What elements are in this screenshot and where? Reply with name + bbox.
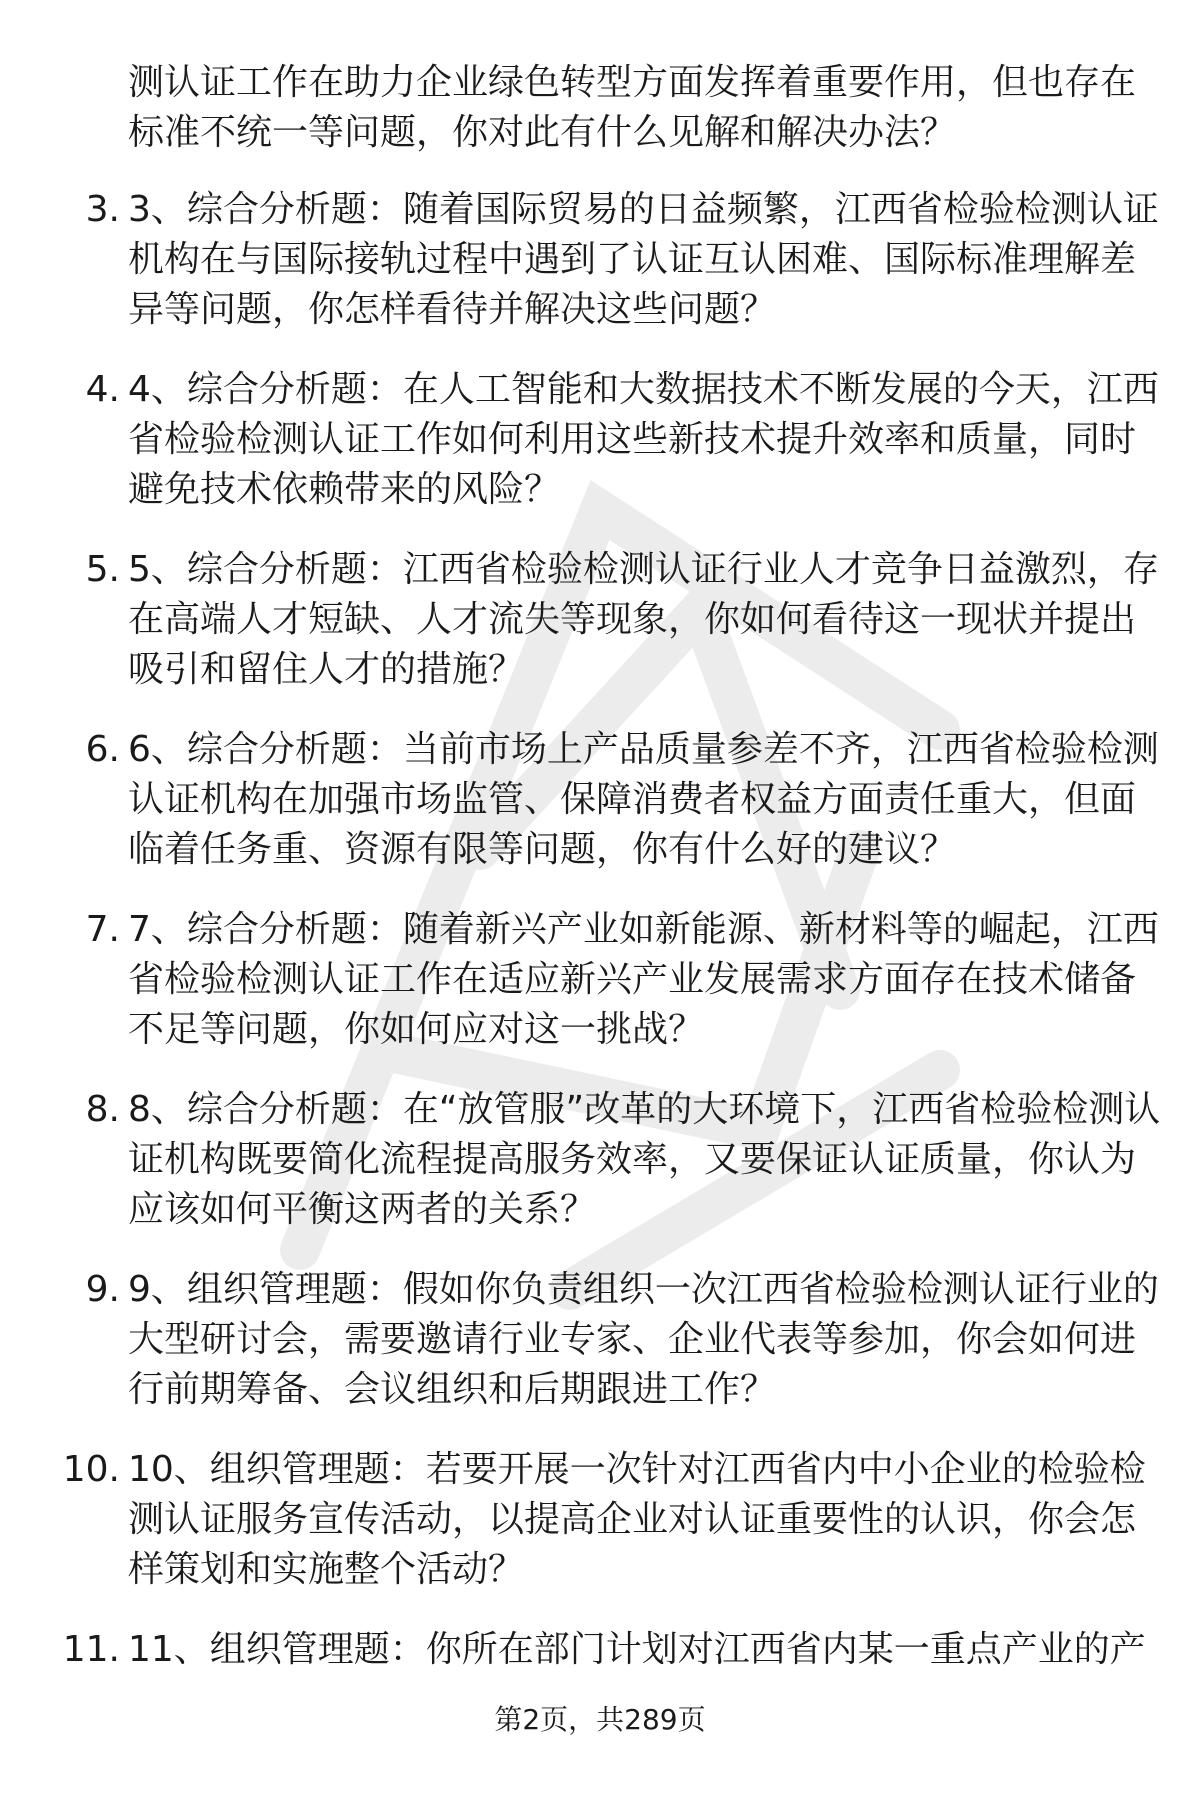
question-text: 4、综合分析题：在人工智能和大数据技术不断发展的今天，江西省检验检测认证工作如何利用这些新技术提升效率和质量，同时避免技术依赖带来的风险？	[128, 369, 1159, 510]
question-text: 10、组织管理题：若要开展一次针对江西省内中小企业的检验检测认证服务宣传活动，以提高企业对认证重要性的认识，你会怎样策划和实施整个活动？	[128, 1449, 1146, 1590]
question-number: 9.	[85, 1269, 120, 1310]
question-item-5	[0, 545, 1200, 725]
question-text: 11、组织管理题：你所在部门计划对江西省内某一重点产业的产	[128, 1629, 1146, 1670]
question-item-8	[0, 1085, 1200, 1265]
question-item-10	[0, 1445, 1200, 1625]
question-number: 7.	[85, 909, 120, 950]
question-item-7	[0, 905, 1200, 1085]
question-text: 6、综合分析题：当前市场上产品质量参差不齐，江西省检验检测认证机构在加强市场监管、保障消费者权益方面责任重大，但面临着任务重、资源有限等问题，你有什么好的建议？	[128, 729, 1159, 870]
question-text: 7、综合分析题：随着新兴产业如新能源、新材料等的崛起，江西省检验检测认证工作在适应新兴产业发展需求方面存在技术储备不足等问题，你如何应对这一挑战？	[128, 909, 1159, 1050]
question-text: 3、综合分析题：随着国际贸易的日益频繁，江西省检验检测认证机构在与国际接轨过程中遇到了认证互认困难、国际标准理解差异等问题，你怎样看待并解决这些问题？	[128, 189, 1159, 330]
question-item-4	[0, 365, 1200, 545]
question-text: 8、综合分析题：在“放管服”改革的大环境下，江西省检验检测认证机构既要简化流程提高服务效率，又要保证认证质量，你认为应该如何平衡这两者的关系？	[128, 1089, 1161, 1230]
question-number: 3.	[85, 189, 120, 230]
question-item-3	[0, 185, 1200, 365]
question-list	[0, 185, 1200, 1805]
continued-question-text: 测认证工作在助力企业绿色转型方面发挥着重要作用，但也存在标准不统一等问题，你对此有什么见解和解决办法？	[128, 62, 1137, 153]
question-text: 9、组织管理题：假如你负责组织一次江西省检验检测认证行业的大型研讨会，需要邀请行业专家、企业代表等参加，你会如何进行前期筹备、会议组织和后期跟进工作？	[128, 1269, 1159, 1410]
question-number: 10.	[62, 1449, 120, 1490]
question-number: 11.	[62, 1629, 120, 1670]
question-number: 8.	[85, 1089, 120, 1130]
question-number: 6.	[85, 729, 120, 770]
question-item-9	[0, 1265, 1200, 1445]
page-indicator: 第2页，共289页	[494, 1703, 706, 1736]
question-item-6	[0, 725, 1200, 905]
question-number: 4.	[85, 369, 120, 410]
question-number: 5.	[85, 549, 120, 590]
question-text: 5、综合分析题：江西省检验检测认证行业人才竞争日益激烈，存在高端人才短缺、人才流失等现象，你如何看待这一现状并提出吸引和留住人才的措施？	[128, 549, 1159, 690]
